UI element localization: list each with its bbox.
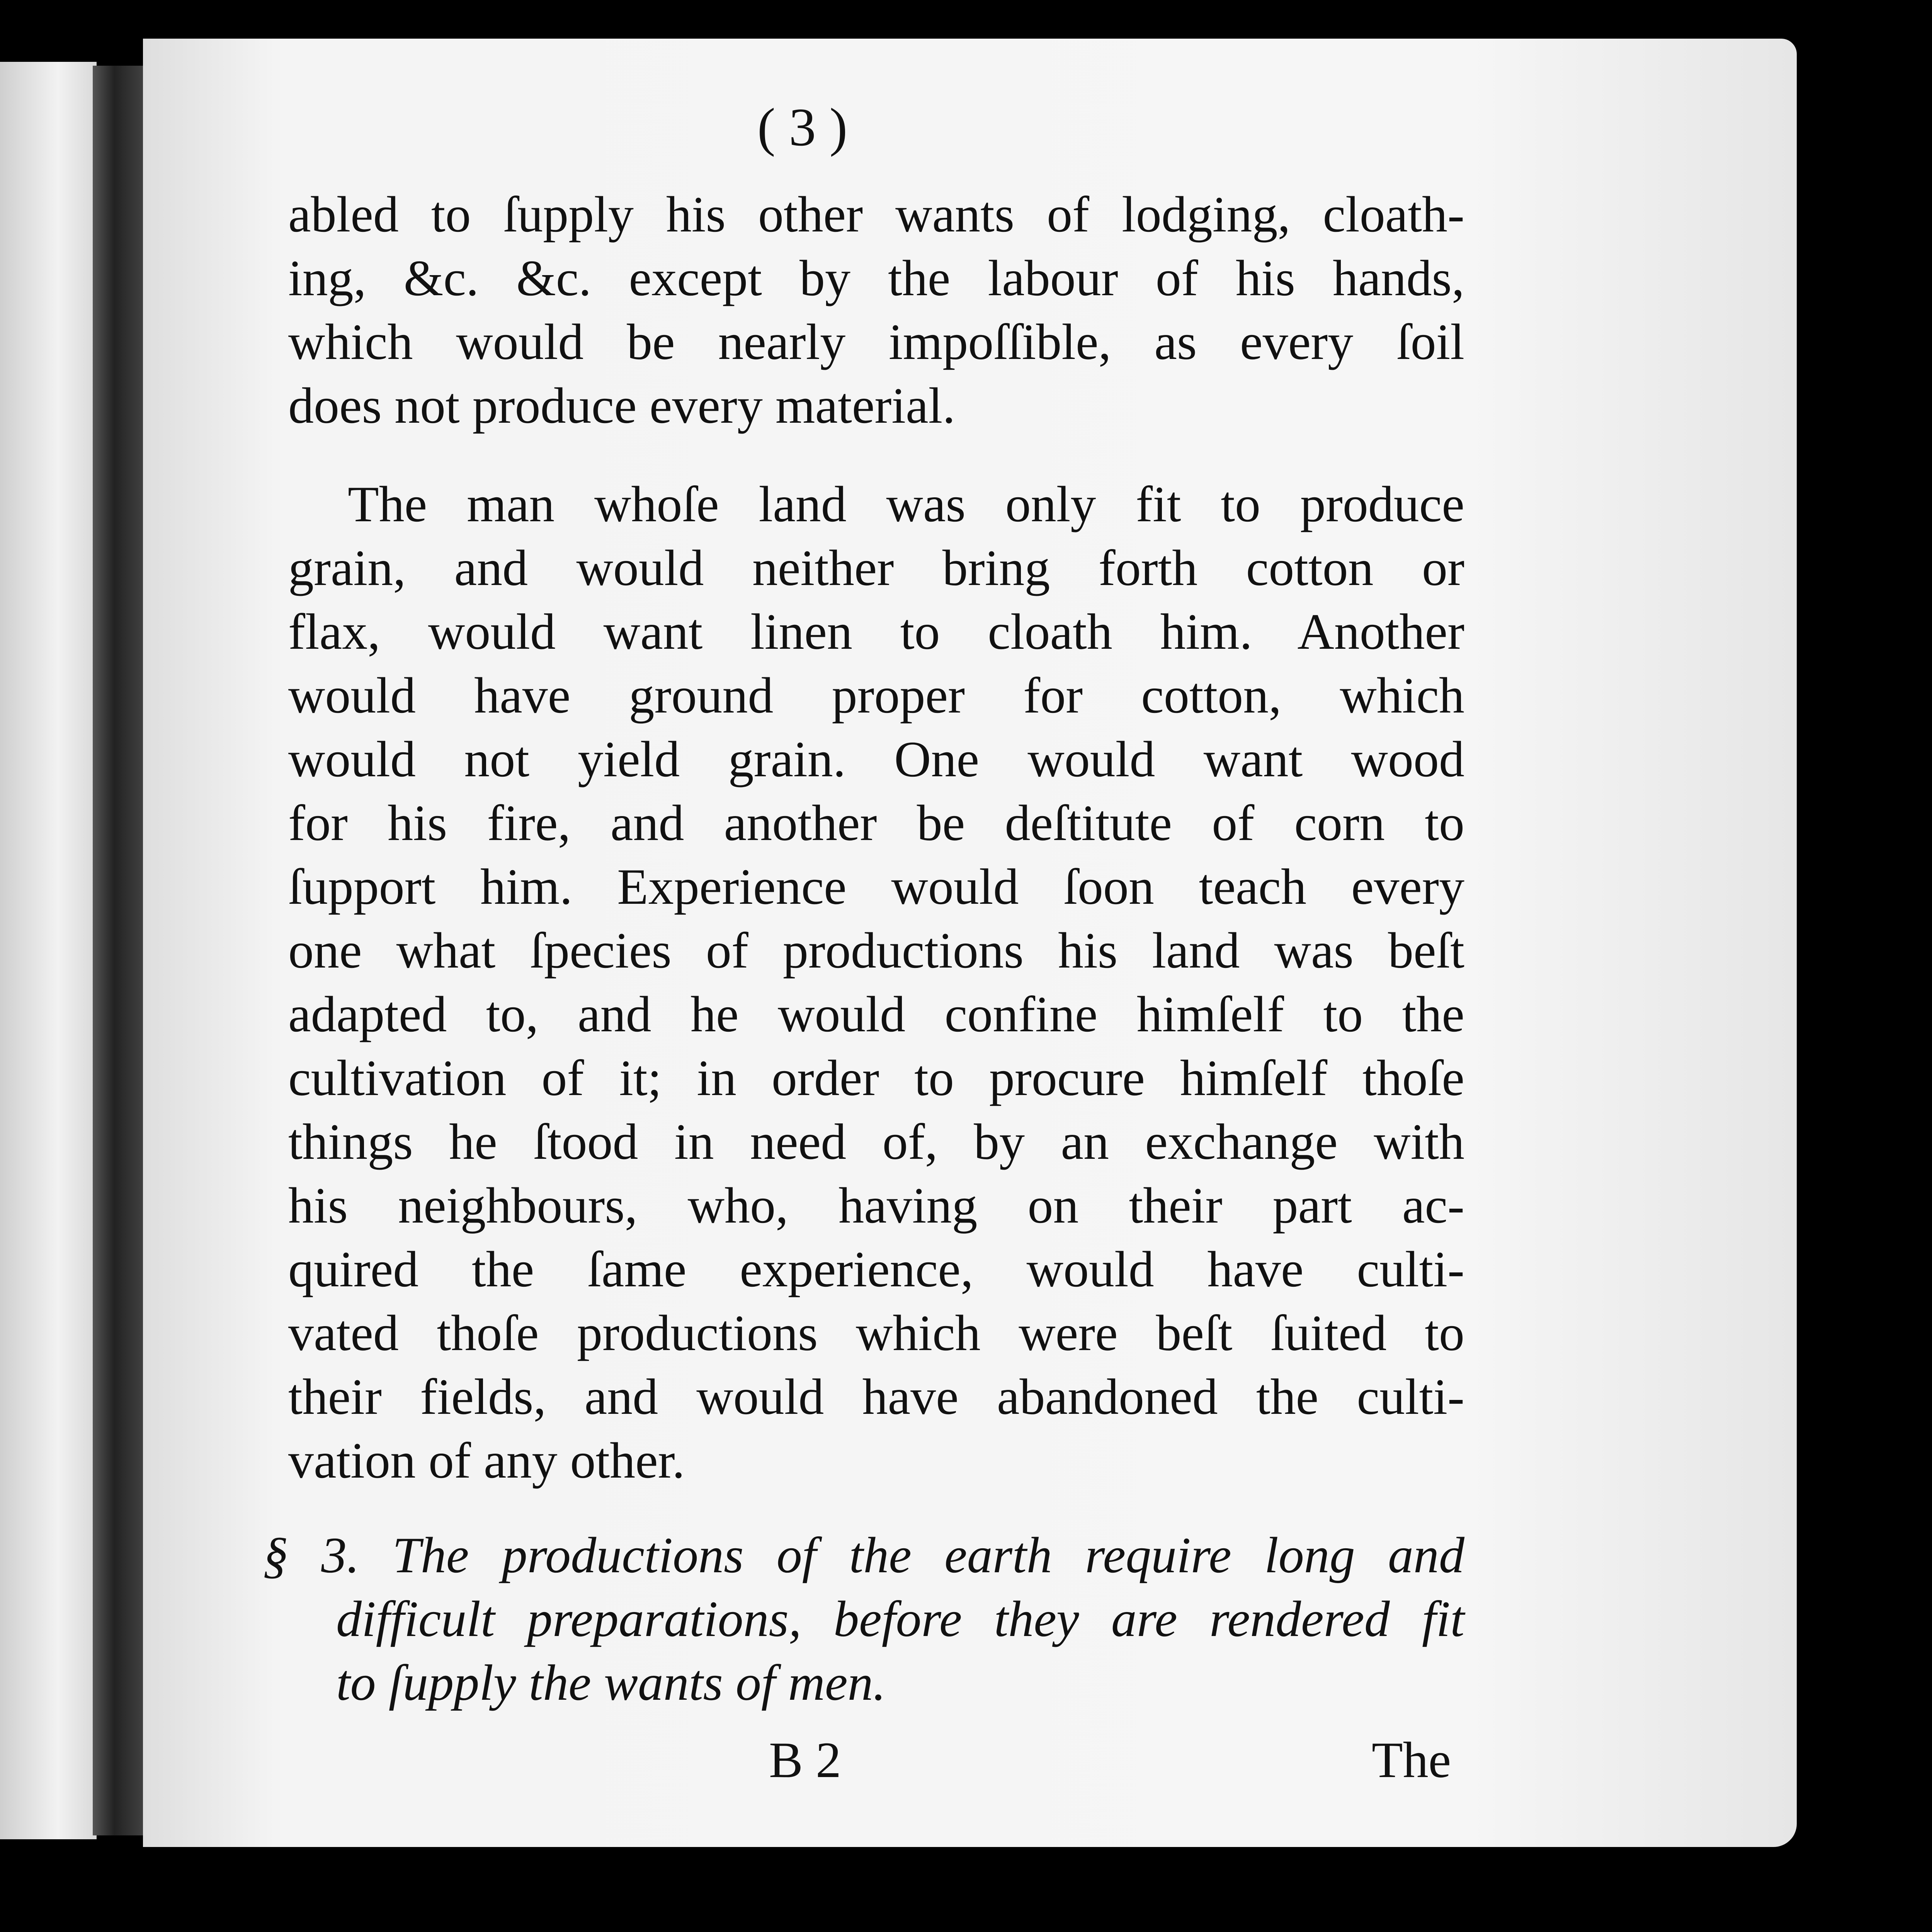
text-line: does not produce every material. — [288, 377, 956, 434]
text-line: his neighbours, who, having on their part ac- — [288, 1177, 1464, 1234]
text-line: vation of any other. — [288, 1432, 685, 1489]
text-line: flax, would want linen to cloath him. Another — [288, 603, 1464, 660]
text-line: for his fire, and another be deſtitute of corn to — [288, 794, 1464, 851]
text-line: one what ſpecies of productions his land was beſt — [288, 922, 1464, 979]
heading-line: to ſupply the wants of men. — [336, 1654, 886, 1711]
text-line: things he ſtood in need of, by an exchange with — [288, 1113, 1464, 1170]
text-line: ing, &c. &c. except by the labour of his hands, — [288, 250, 1464, 306]
text-line: vated thoſe productions which were beſt ſuited to — [288, 1304, 1464, 1361]
left-page-edge — [0, 62, 97, 1839]
text-line: grain, and would neither bring forth cotton or — [288, 539, 1464, 596]
text-line: abled to ſupply his other wants of lodging, cloath- — [288, 186, 1464, 243]
text-line: The man whoſe land was only fit to produce — [348, 476, 1464, 532]
signature-mark: B 2 — [769, 1731, 842, 1788]
heading-line: difficult preparations, before they are rendered fit — [336, 1590, 1464, 1647]
heading-line: § 3. The productions of the earth require long and — [263, 1527, 1464, 1583]
book-spine — [93, 66, 147, 1835]
catchword: The — [1372, 1731, 1451, 1788]
text-line: quired the ſame experience, would have culti- — [288, 1241, 1464, 1298]
text-line: adapted to, and he would confine himſelf to the — [288, 986, 1464, 1043]
text-line: would have ground proper for cotton, which — [288, 667, 1464, 724]
page-number: ( 3 ) — [757, 97, 848, 157]
text-line: their fields, and would have abandoned the culti- — [288, 1368, 1464, 1425]
text-line: would not yield grain. One would want wood — [288, 731, 1464, 787]
text-line: which would be nearly impoſſible, as every ſoil — [288, 313, 1464, 370]
text-line: ſupport him. Experience would ſoon teach every — [288, 858, 1464, 915]
text-line: cultivation of it; in order to procure himſelf thoſe — [288, 1049, 1464, 1106]
